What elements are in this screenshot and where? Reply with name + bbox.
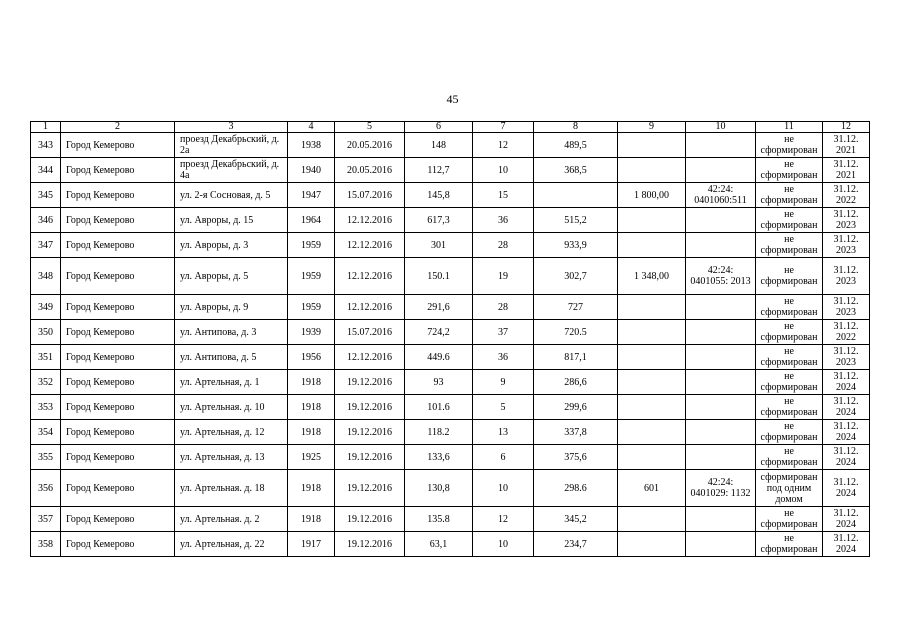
- cell-apartments: 28: [473, 233, 534, 258]
- cell-date: 19.12.2016: [335, 507, 405, 532]
- cell-address: проезд Декабрьский, д. 2а: [175, 133, 288, 158]
- cell-address: ул. Артельная, д. 12: [175, 420, 288, 445]
- cell-total-area: 145,8: [405, 183, 473, 208]
- cell-cadastral-value: [618, 445, 686, 470]
- cell-date: 20.05.2016: [335, 133, 405, 158]
- table-row: [31, 420, 870, 445]
- cell-deadline: 31.12. 2024: [823, 420, 870, 445]
- cell-cadastral-value: [618, 208, 686, 233]
- cell-cadastral-value: [618, 507, 686, 532]
- cell-address: ул. Артельная, д. 1: [175, 370, 288, 395]
- cell-cadastral-value: 601: [618, 470, 686, 507]
- cell-total-area: 150.1: [405, 258, 473, 295]
- column-header-5: 5: [335, 122, 405, 133]
- cell-cadastral-value: [618, 345, 686, 370]
- cell-deadline: 31.12. 2023: [823, 233, 870, 258]
- cell-land-plot-status: не сформирован: [756, 532, 823, 557]
- cell-land-plot-status: не сформирован: [756, 420, 823, 445]
- cell-cadastral-number: [686, 158, 756, 183]
- housing-registry-table: [30, 121, 870, 557]
- cell-date: 19.12.2016: [335, 445, 405, 470]
- cell-cadastral-number: [686, 320, 756, 345]
- cell-row-number: 347: [31, 233, 61, 258]
- cell-date: 19.12.2016: [335, 395, 405, 420]
- table-row: [31, 470, 870, 507]
- cell-land-plot-status: не сформирован: [756, 507, 823, 532]
- table-row: [31, 532, 870, 557]
- cell-date: 15.07.2016: [335, 183, 405, 208]
- cell-row-number: 358: [31, 532, 61, 557]
- cell-cadastral-number: [686, 208, 756, 233]
- cell-land-area: 368,5: [534, 158, 618, 183]
- cell-municipality: Город Кемерово: [61, 420, 175, 445]
- cell-deadline: 31.12. 2022: [823, 183, 870, 208]
- cell-apartments: 19: [473, 258, 534, 295]
- cell-municipality: Город Кемерово: [61, 208, 175, 233]
- cell-year-built: 1956: [288, 345, 335, 370]
- cell-year-built: 1939: [288, 320, 335, 345]
- cell-deadline: 31.12. 2024: [823, 445, 870, 470]
- cell-apartments: 13: [473, 420, 534, 445]
- cell-address: ул. Авроры, д. 15: [175, 208, 288, 233]
- cell-land-area: 234,7: [534, 532, 618, 557]
- cell-municipality: Город Кемерово: [61, 158, 175, 183]
- cell-year-built: 1959: [288, 258, 335, 295]
- cell-deadline: 31.12. 2024: [823, 470, 870, 507]
- cell-apartments: 10: [473, 532, 534, 557]
- cell-cadastral-value: 1 348,00: [618, 258, 686, 295]
- cell-land-plot-status: не сформирован: [756, 345, 823, 370]
- cell-cadastral-value: [618, 320, 686, 345]
- cell-total-area: 291,6: [405, 295, 473, 320]
- cell-land-area: 375,6: [534, 445, 618, 470]
- cell-apartments: 15: [473, 183, 534, 208]
- table-row: [31, 345, 870, 370]
- cell-total-area: 101.6: [405, 395, 473, 420]
- cell-land-plot-status: не сформирован: [756, 158, 823, 183]
- column-header-12: 12: [823, 122, 870, 133]
- cell-apartments: 10: [473, 470, 534, 507]
- cell-land-area: 515,2: [534, 208, 618, 233]
- cell-row-number: 352: [31, 370, 61, 395]
- table-row: [31, 258, 870, 295]
- cell-total-area: 133,6: [405, 445, 473, 470]
- cell-municipality: Город Кемерово: [61, 445, 175, 470]
- cell-land-area: 489,5: [534, 133, 618, 158]
- table-row: [31, 233, 870, 258]
- cell-apartments: 12: [473, 133, 534, 158]
- cell-apartments: 12: [473, 507, 534, 532]
- cell-cadastral-value: 1 800,00: [618, 183, 686, 208]
- cell-row-number: 351: [31, 345, 61, 370]
- page-number: 45: [446, 92, 459, 106]
- cell-land-plot-status: не сформирован: [756, 370, 823, 395]
- cell-apartments: 9: [473, 370, 534, 395]
- cell-municipality: Город Кемерово: [61, 395, 175, 420]
- cell-total-area: 301: [405, 233, 473, 258]
- cell-land-area: 299,6: [534, 395, 618, 420]
- cell-land-area: [534, 183, 618, 208]
- cell-deadline: 31.12. 2023: [823, 345, 870, 370]
- cell-row-number: 346: [31, 208, 61, 233]
- column-header-7: 7: [473, 122, 534, 133]
- cell-municipality: Город Кемерово: [61, 258, 175, 295]
- column-header-2: 2: [61, 122, 175, 133]
- cell-cadastral-value: [618, 370, 686, 395]
- cell-municipality: Город Кемерово: [61, 233, 175, 258]
- cell-deadline: 31.12. 2024: [823, 532, 870, 557]
- cell-apartments: 28: [473, 295, 534, 320]
- cell-address: ул. Авроры, д. 3: [175, 233, 288, 258]
- cell-municipality: Город Кемерово: [61, 295, 175, 320]
- cell-row-number: 348: [31, 258, 61, 295]
- cell-year-built: 1938: [288, 133, 335, 158]
- cell-address: ул. Авроры, д. 5: [175, 258, 288, 295]
- cell-date: 19.12.2016: [335, 420, 405, 445]
- cell-cadastral-number: 42:24: 0401055: 2013: [686, 258, 756, 295]
- cell-apartments: 37: [473, 320, 534, 345]
- table-row: [31, 133, 870, 158]
- column-number-row: [31, 122, 870, 133]
- cell-cadastral-number: 42:24: 0401029: 1132: [686, 470, 756, 507]
- cell-cadastral-value: [618, 420, 686, 445]
- cell-total-area: 135.8: [405, 507, 473, 532]
- cell-land-area: 817,1: [534, 345, 618, 370]
- cell-cadastral-number: [686, 532, 756, 557]
- cell-address: ул. Артельная. д. 2: [175, 507, 288, 532]
- cell-land-area: 337,8: [534, 420, 618, 445]
- cell-deadline: 31.12. 2024: [823, 395, 870, 420]
- cell-land-plot-status: не сформирован: [756, 320, 823, 345]
- cell-land-area: 298.6: [534, 470, 618, 507]
- cell-year-built: 1925: [288, 445, 335, 470]
- cell-municipality: Город Кемерово: [61, 320, 175, 345]
- cell-address: ул. Антипова, д. 5: [175, 345, 288, 370]
- column-header-4: 4: [288, 122, 335, 133]
- table-row: [31, 320, 870, 345]
- table-row: [31, 507, 870, 532]
- cell-cadastral-number: [686, 233, 756, 258]
- cell-address: ул. Артельная. д. 18: [175, 470, 288, 507]
- cell-date: 12.12.2016: [335, 345, 405, 370]
- cell-row-number: 353: [31, 395, 61, 420]
- cell-date: 19.12.2016: [335, 470, 405, 507]
- cell-date: 12.12.2016: [335, 295, 405, 320]
- cell-land-plot-status: не сформирован: [756, 233, 823, 258]
- cell-cadastral-number: [686, 420, 756, 445]
- cell-total-area: 93: [405, 370, 473, 395]
- cell-municipality: Город Кемерово: [61, 470, 175, 507]
- table-row: [31, 183, 870, 208]
- cell-row-number: 349: [31, 295, 61, 320]
- cell-land-plot-status: не сформирован: [756, 295, 823, 320]
- cell-cadastral-number: [686, 445, 756, 470]
- cell-address: ул. Артельная. д. 10: [175, 395, 288, 420]
- cell-cadastral-number: [686, 507, 756, 532]
- cell-year-built: 1917: [288, 532, 335, 557]
- cell-land-area: 345,2: [534, 507, 618, 532]
- cell-year-built: 1959: [288, 295, 335, 320]
- cell-date: 12.12.2016: [335, 258, 405, 295]
- cell-cadastral-number: [686, 345, 756, 370]
- table-row: [31, 208, 870, 233]
- cell-date: 20.05.2016: [335, 158, 405, 183]
- cell-address: проезд Декабрьский, д. 4а: [175, 158, 288, 183]
- cell-row-number: 357: [31, 507, 61, 532]
- cell-date: 19.12.2016: [335, 532, 405, 557]
- table-row: [31, 395, 870, 420]
- cell-year-built: 1918: [288, 370, 335, 395]
- column-header-8: 8: [534, 122, 618, 133]
- cell-apartments: 10: [473, 158, 534, 183]
- column-header-1: 1: [31, 122, 61, 133]
- cell-year-built: 1940: [288, 158, 335, 183]
- cell-deadline: 31.12. 2023: [823, 295, 870, 320]
- cell-municipality: Город Кемерово: [61, 507, 175, 532]
- cell-land-plot-status: не сформирован: [756, 208, 823, 233]
- cell-address: ул. Артельная, д. 13: [175, 445, 288, 470]
- cell-address: ул. Антипова, д. 3: [175, 320, 288, 345]
- table-row: [31, 295, 870, 320]
- cell-year-built: 1918: [288, 507, 335, 532]
- cell-municipality: Город Кемерово: [61, 345, 175, 370]
- cell-deadline: 31.12. 2023: [823, 258, 870, 295]
- cell-cadastral-number: [686, 395, 756, 420]
- cell-row-number: 356: [31, 470, 61, 507]
- cell-total-area: 724,2: [405, 320, 473, 345]
- cell-municipality: Город Кемерово: [61, 133, 175, 158]
- table-row: [31, 370, 870, 395]
- cell-total-area: 130,8: [405, 470, 473, 507]
- cell-cadastral-number: 42:24: 0401060:511: [686, 183, 756, 208]
- cell-year-built: 1964: [288, 208, 335, 233]
- cell-date: 12.12.2016: [335, 208, 405, 233]
- cell-total-area: 112,7: [405, 158, 473, 183]
- cell-cadastral-number: [686, 370, 756, 395]
- cell-total-area: 63,1: [405, 532, 473, 557]
- cell-cadastral-value: [618, 233, 686, 258]
- cell-date: 19.12.2016: [335, 370, 405, 395]
- cell-land-area: 286,6: [534, 370, 618, 395]
- cell-date: 15.07.2016: [335, 320, 405, 345]
- cell-municipality: Город Кемерово: [61, 532, 175, 557]
- cell-municipality: Город Кемерово: [61, 183, 175, 208]
- cell-cadastral-number: [686, 295, 756, 320]
- cell-row-number: 354: [31, 420, 61, 445]
- cell-total-area: 148: [405, 133, 473, 158]
- table-row: [31, 158, 870, 183]
- cell-land-area: 720.5: [534, 320, 618, 345]
- cell-deadline: 31.12. 2024: [823, 507, 870, 532]
- cell-year-built: 1918: [288, 395, 335, 420]
- cell-year-built: 1918: [288, 420, 335, 445]
- cell-municipality: Город Кемерово: [61, 370, 175, 395]
- cell-year-built: 1959: [288, 233, 335, 258]
- cell-total-area: 449.6: [405, 345, 473, 370]
- column-header-6: 6: [405, 122, 473, 133]
- cell-deadline: 31.12. 2022: [823, 320, 870, 345]
- cell-land-plot-status: не сформирован: [756, 445, 823, 470]
- cell-total-area: 617,3: [405, 208, 473, 233]
- cell-row-number: 344: [31, 158, 61, 183]
- cell-deadline: 31.12. 2021: [823, 133, 870, 158]
- cell-deadline: 31.12. 2024: [823, 370, 870, 395]
- table-row: [31, 445, 870, 470]
- cell-date: 12.12.2016: [335, 233, 405, 258]
- cell-land-area: 933,9: [534, 233, 618, 258]
- cell-total-area: 118.2: [405, 420, 473, 445]
- cell-apartments: 36: [473, 208, 534, 233]
- cell-land-plot-status: не сформирован: [756, 395, 823, 420]
- cell-address: ул. 2-я Сосновая, д. 5: [175, 183, 288, 208]
- cell-row-number: 345: [31, 183, 61, 208]
- cell-cadastral-value: [618, 532, 686, 557]
- column-header-9: 9: [618, 122, 686, 133]
- cell-apartments: 36: [473, 345, 534, 370]
- cell-row-number: 343: [31, 133, 61, 158]
- cell-cadastral-value: [618, 295, 686, 320]
- cell-year-built: 1918: [288, 470, 335, 507]
- cell-land-plot-status: сформирован под одним домом: [756, 470, 823, 507]
- cell-deadline: 31.12. 2023: [823, 208, 870, 233]
- cell-land-area: 302,7: [534, 258, 618, 295]
- column-header-10: 10: [686, 122, 756, 133]
- column-header-3: 3: [175, 122, 288, 133]
- cell-address: ул. Артельная, д. 22: [175, 532, 288, 557]
- cell-land-area: 727: [534, 295, 618, 320]
- cell-row-number: 355: [31, 445, 61, 470]
- cell-apartments: 6: [473, 445, 534, 470]
- cell-cadastral-number: [686, 133, 756, 158]
- cell-cadastral-value: [618, 133, 686, 158]
- cell-address: ул. Авроры, д. 9: [175, 295, 288, 320]
- cell-apartments: 5: [473, 395, 534, 420]
- cell-land-plot-status: не сформирован: [756, 133, 823, 158]
- cell-cadastral-value: [618, 158, 686, 183]
- cell-deadline: 31.12. 2021: [823, 158, 870, 183]
- cell-land-plot-status: не сформирован: [756, 183, 823, 208]
- column-header-11: 11: [756, 122, 823, 133]
- cell-cadastral-value: [618, 395, 686, 420]
- cell-year-built: 1947: [288, 183, 335, 208]
- cell-row-number: 350: [31, 320, 61, 345]
- cell-land-plot-status: не сформирован: [756, 258, 823, 295]
